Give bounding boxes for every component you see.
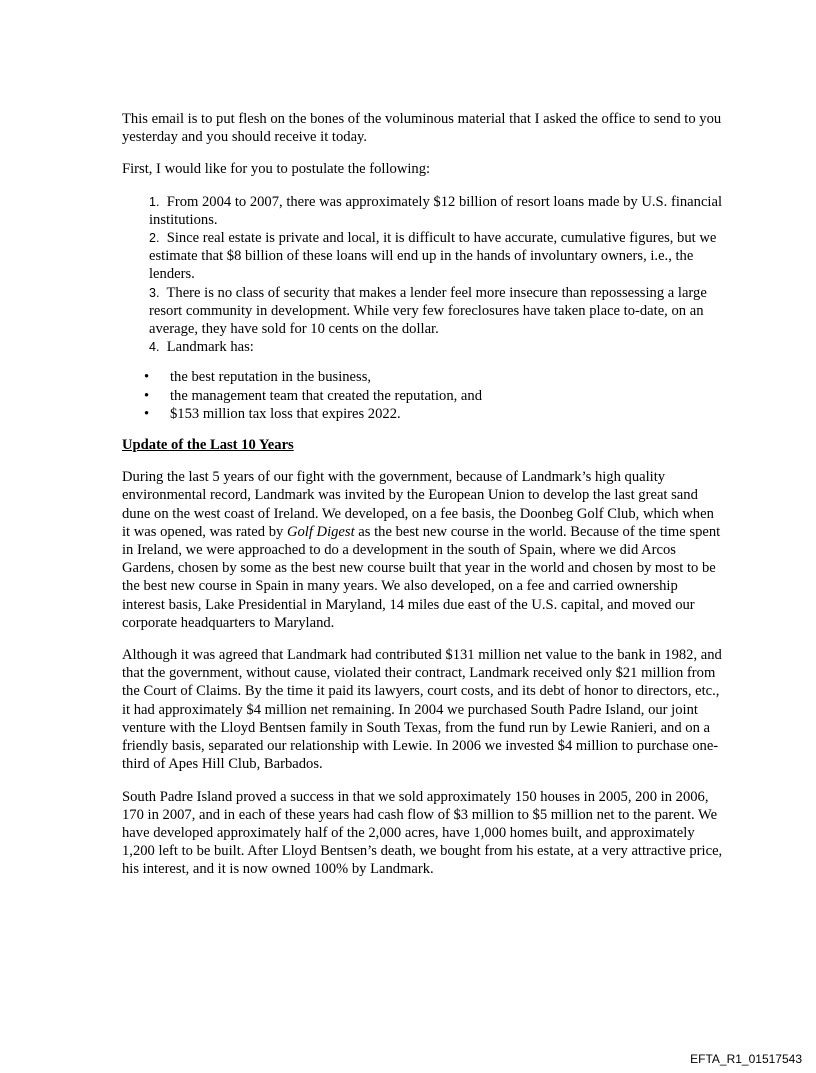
update-paragraph-1 — [122, 468, 724, 632]
intro-paragraph: This email is to put flesh on the bones of the voluminous material that I asked the office to send to you yesterday and you should receive it today. — [122, 111, 722, 146]
numbered-list — [122, 193, 724, 357]
numbered-item-2 — [149, 229, 724, 284]
postulate-lead: First, I would like for you to postulate the following: — [122, 161, 431, 178]
paragraph-text: as the best new course in the world. Because of the time spent in Ireland, we were approached to do a development in the south of Spain, where we did Arcos Gardens, chosen by some as the best new course built that year in the world and chosen by most to be the best new course in Spain in many years. We also developed, on a fee and carried ownership interest basis, Lake Presidential in Maryland, 14 miles due east of the U.S. capital, and moved our corporate headquarters to Maryland. — [122, 523, 721, 631]
numbered-marker: 4. — [149, 340, 160, 355]
update-paragraph-2: Although it was agreed that Landmark had contributed $131 million net value to the bank in 1982, and that the government, without cause, violated their contract, Landmark received only $21 million from the Court of Claims. By the time it paid its lawyers, court costs, and its debt of honor to directors, etc., it had approximately $4 million net remaining. In 2004 we purchased South Padre Island, our joint venture with the Lloyd Bentsen family in South Texas, from the fund run by Lewie Ranieri, and on a friendly basis, separated our relationship with Lewie. In 2006 we invested $4 million to purchase one-third of Apes Hill Club, Barbados. — [122, 647, 722, 773]
update-paragraph-3: South Padre Island proved a success in that we sold approximately 150 houses in 2005, 200 in 2006, 170 in 2007, and in each of these years had cash flow of $3 million to $5 million net to the parent. We have developed approximately half of the 2,000 acres, have 1,000 homes built, and approximately 1,200 left to be built. After Lloyd Bentsen’s death, we bought from his estate, at a very attractive price, his interest, and it is now owned 100% by Landmark. — [122, 788, 723, 878]
document-body — [122, 110, 724, 893]
numbered-item-3 — [149, 284, 724, 339]
numbered-text: Since real estate is private and local, it is difficult to have accurate, cumulative figures, but we estimate that $8 billion of these loans will end up in the hands of involuntary owners, i.e., the lenders. — [149, 230, 717, 283]
document-id-footer: EFTA_R1_01517543 — [690, 1052, 802, 1066]
numbered-marker: 2. — [149, 231, 160, 246]
numbered-text: There is no class of security that makes a lender feel more insecure than repossessing a large resort community in development. While very few foreclosures have taken place to-date, on an average, they have sold for 10 cents on the dollar. — [149, 284, 707, 338]
publication-title: Golf Digest — [286, 523, 355, 540]
paragraph-text: During the last 5 years of our fight with the government, because of Landmark’s high quality environmental record, Landmark was invited by the European Union to develop the last great sand dune on the west coast of Ireland. We developed, on a fee basis, the Doonbeg Golf Club, which when it was opened, was rated by — [122, 469, 714, 540]
numbered-marker: 3. — [149, 285, 160, 300]
numbered-text: From 2004 to 2007, there was approximately $12 billion of resort loans made by U.S. financial institutions. — [149, 193, 723, 228]
bullet-list — [122, 368, 724, 423]
numbered-item-1 — [149, 193, 724, 229]
numbered-item-4 — [149, 338, 724, 356]
bullet-item: • the management team that created the reputation, and — [170, 387, 724, 405]
section-heading: Update of the Last 10 Years — [122, 437, 294, 454]
numbered-text: Landmark has: — [166, 339, 254, 356]
bullet-item: • $153 million tax loss that expires 2022. — [170, 405, 724, 423]
bullet-item: • the best reputation in the business, — [170, 368, 724, 386]
numbered-marker: 1. — [149, 194, 160, 209]
